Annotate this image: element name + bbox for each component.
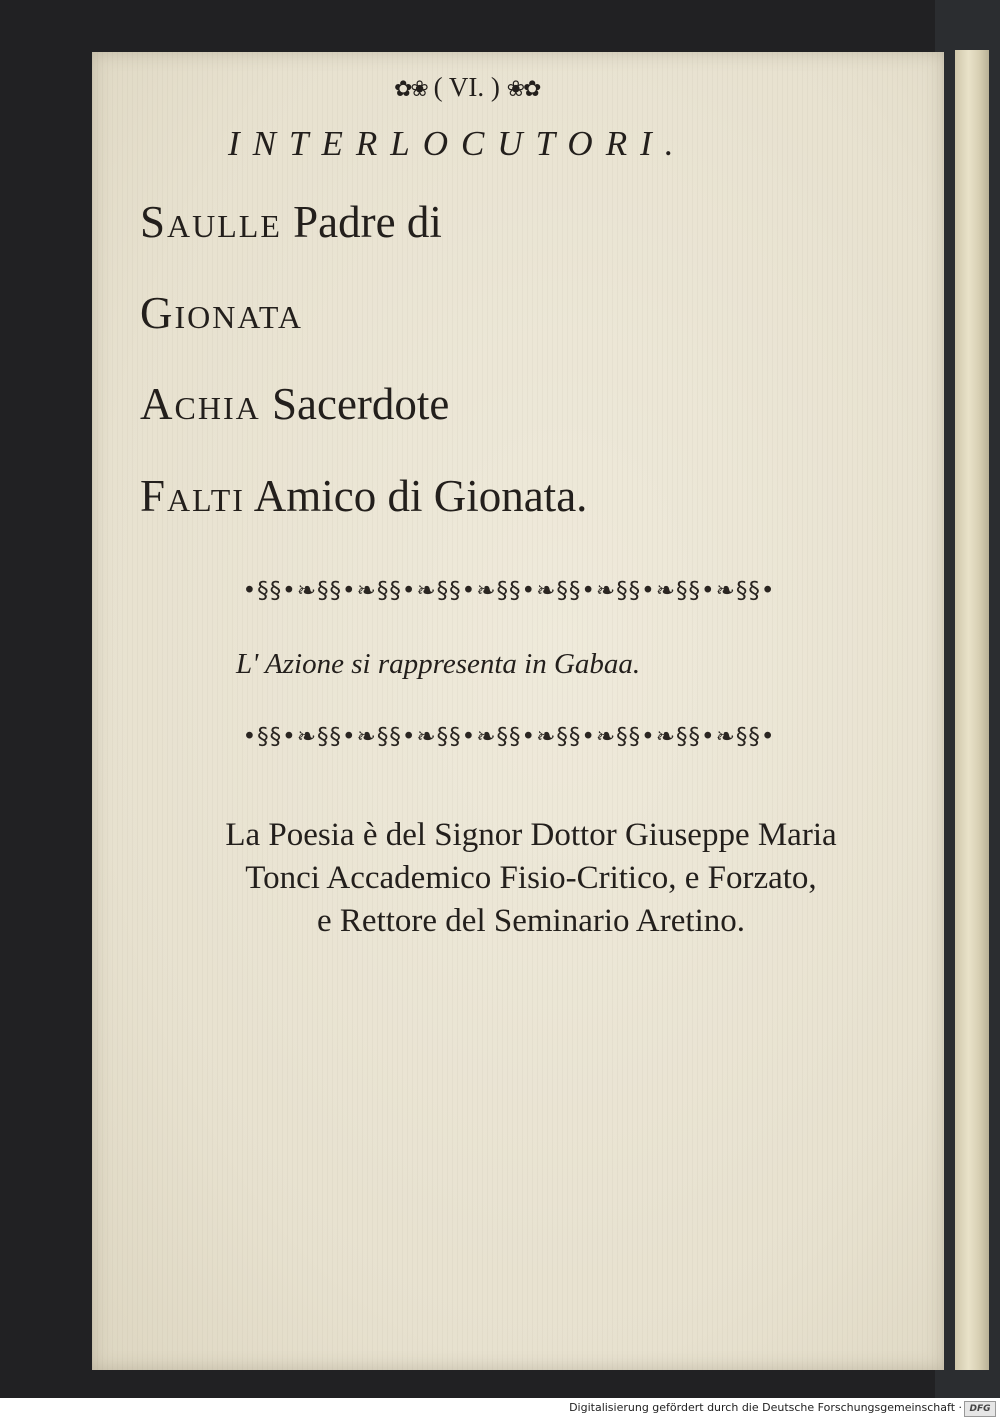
character-name: Saulle: [140, 197, 282, 247]
character-entry: [140, 470, 587, 522]
ornament-rule-icon: •§§•❧§§•❧§§•❧§§•❧§§•❧§§•❧§§•❧§§•❧§§•: [242, 724, 776, 750]
book-page: [92, 52, 944, 1370]
character-entry: [140, 196, 442, 248]
dfg-logo-icon: DFG: [964, 1401, 996, 1417]
character-entry: [140, 378, 449, 430]
character-name: Falti: [140, 471, 245, 521]
page-heading: INTERLOCUTORI.: [228, 124, 687, 163]
digitization-footer: [0, 1398, 1000, 1419]
page-edges: [955, 50, 989, 1370]
credit-line: e Rettore del Seminario Aretino.: [317, 903, 745, 939]
character-description: Amico di Gionata.: [253, 471, 588, 521]
credit-line: Tonci Accademico Fisio-Critico, e Forzato,: [245, 860, 817, 896]
authorship-credit: [136, 814, 926, 943]
fleuron-right-icon: ❀✿: [506, 76, 540, 101]
character-name: Gionata: [140, 288, 304, 338]
character-description: Sacerdote: [271, 379, 450, 429]
page-number: ( VI. ): [433, 72, 500, 102]
character-entry: [140, 287, 303, 339]
running-header: [394, 72, 539, 103]
character-description: Padre di: [293, 197, 442, 247]
credit-line: La Poesia è del Signor Dottor Giuseppe Maria: [225, 817, 837, 853]
character-name: Achia: [140, 379, 261, 429]
fleuron-left-icon: ✿❀: [394, 76, 427, 101]
ornament-rule-icon: •§§•❧§§•❧§§•❧§§•❧§§•❧§§•❧§§•❧§§•❧§§•: [242, 578, 776, 604]
funding-credit: Digitalisierung gefördert durch die Deutsche Forschungsgemeinschaft ·: [569, 1401, 962, 1414]
setting-note: L' Azione si rappresenta in Gabaa.: [236, 648, 641, 680]
